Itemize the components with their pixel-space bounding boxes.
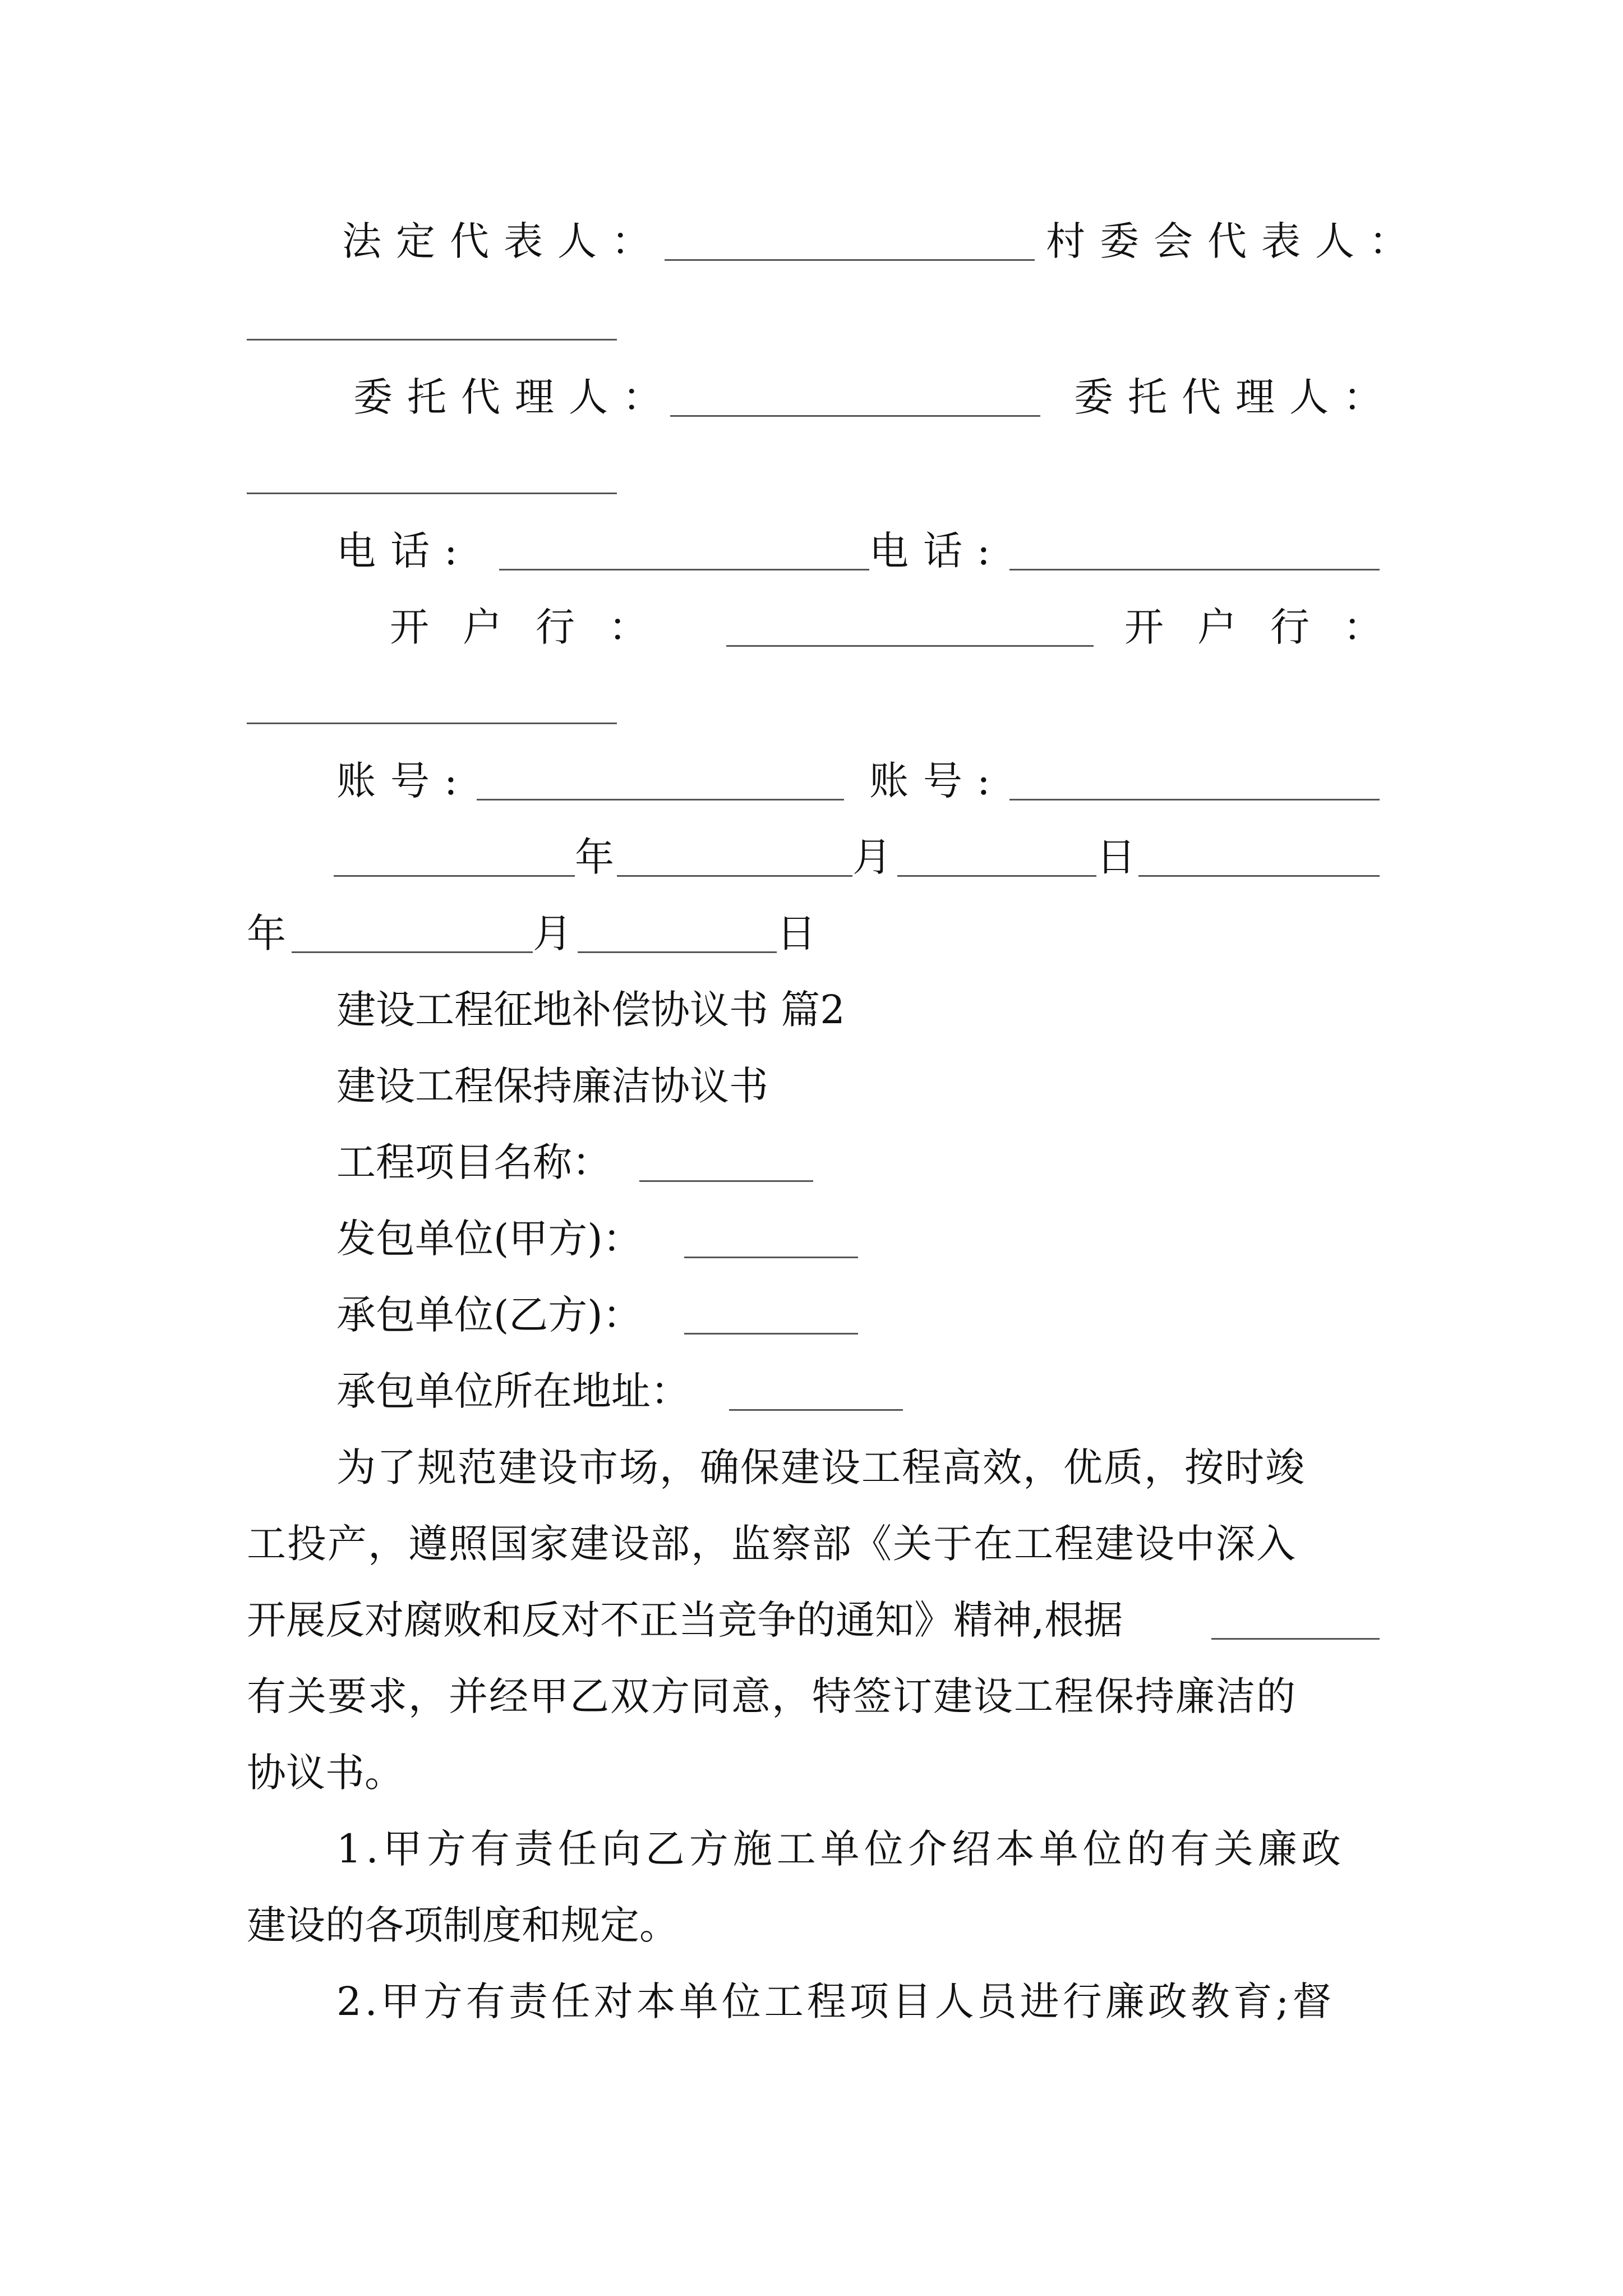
date-a-day-blank	[897, 875, 1096, 877]
legal-representative-a-blank	[665, 259, 1035, 261]
date-b-month-blank	[292, 951, 533, 953]
basis-blank	[1211, 1638, 1380, 1640]
phone-a-label: 电话:	[336, 528, 472, 574]
project-name-label: 工程项目名称：	[336, 1139, 611, 1185]
intro-line-4: 有关要求，并经甲乙双方同意，特签订建设工程保持廉洁的	[247, 1673, 1297, 1719]
item-1-line-2: 建设的各项制度和规定。	[247, 1902, 679, 1948]
date-b-month-label: 月	[533, 910, 572, 956]
bank-a-blank	[726, 645, 1094, 647]
village-committee-representative-label: 村委会代表人：	[1046, 218, 1423, 264]
date-b-year-blank	[1138, 875, 1380, 877]
date-a-year-label: 年	[575, 834, 614, 880]
section-heading: 建设工程征地补偿协议书 篇2	[336, 987, 845, 1033]
date-b-year-label: 年	[247, 910, 286, 956]
project-name-blank	[639, 1180, 813, 1182]
date-a-month-label: 月	[852, 834, 892, 880]
bank-a-label: 开户行：	[390, 604, 681, 650]
party-a-blank	[684, 1257, 858, 1258]
intro-line-2: 工投产，遵照国家建设部，监察部《关于在工程建设中深入	[247, 1521, 1297, 1567]
item-2-line-1: 2.甲方有责任对本单位工程项目人员进行廉政教育;督	[336, 1978, 1335, 2024]
phone-a-blank	[499, 569, 869, 570]
intro-line-1: 为了规范建设市场，确保建设工程高效，优质，按时竣	[336, 1444, 1306, 1490]
agreement-subtitle: 建设工程保持廉洁协议书	[336, 1063, 768, 1109]
party-a-label: 发包单位(甲方)：	[336, 1216, 642, 1262]
account-a-label: 账号:	[336, 758, 472, 804]
party-b-address-label: 承包单位所在地址：	[336, 1368, 690, 1414]
party-b-label: 承包单位(乙方)：	[336, 1292, 642, 1338]
legal-representative-a-label: 法定代表人：	[342, 218, 665, 264]
date-a-month-blank	[617, 875, 852, 877]
party-b-address-blank	[729, 1409, 903, 1411]
phone-b-label: 电话:	[869, 528, 1005, 574]
party-b-blank	[684, 1333, 858, 1335]
phone-b-blank	[1009, 569, 1380, 570]
date-b-day-label: 日	[777, 910, 816, 956]
village-committee-representative-blank	[247, 339, 617, 341]
account-a-blank	[477, 799, 844, 800]
account-b-blank	[1009, 799, 1380, 800]
intro-line-3: 开展反对腐败和反对不正当竞争的通知》精神,根据	[247, 1597, 1123, 1643]
account-b-label: 账号:	[869, 758, 1005, 804]
authorized-agent-b-label: 委托代理人：	[1074, 374, 1397, 420]
intro-line-5: 协议书。	[247, 1750, 404, 1796]
date-b-day-blank	[578, 951, 777, 953]
authorized-agent-a-blank	[670, 415, 1040, 417]
date-a-year-blank	[334, 875, 575, 877]
bank-b-label: 开户行：	[1124, 604, 1416, 650]
authorized-agent-b-blank	[247, 493, 617, 494]
item-1-line-1: 1.甲方有责任向乙方施工单位介绍本单位的有关廉政	[336, 1826, 1345, 1872]
authorized-agent-a-label: 委托代理人：	[353, 374, 676, 420]
bank-b-blank	[247, 723, 617, 724]
date-a-day-label: 日	[1096, 834, 1136, 880]
